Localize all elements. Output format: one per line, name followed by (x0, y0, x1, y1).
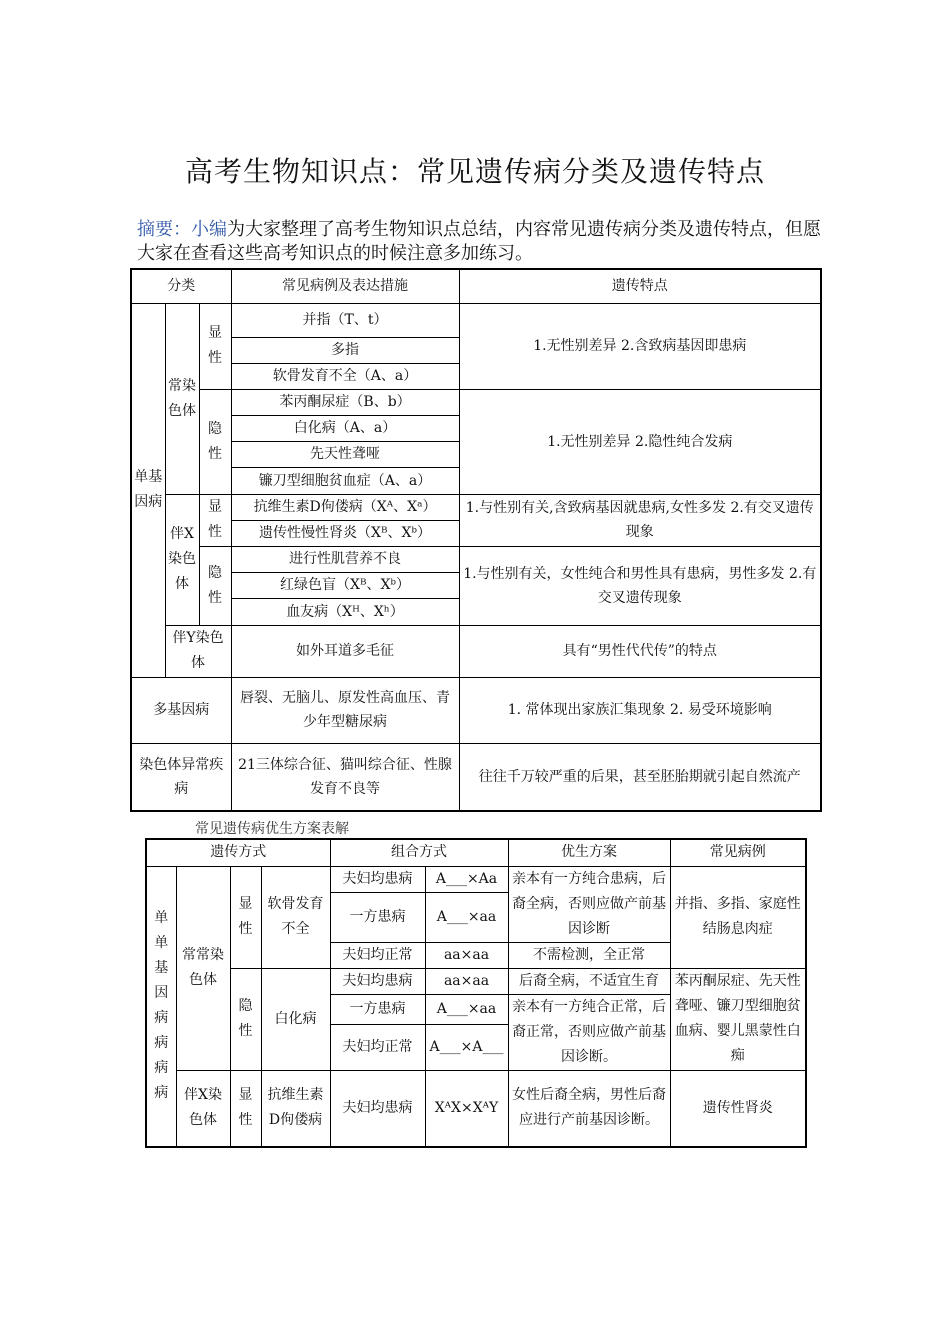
header-examples: 常见病例及表达措施 (231, 269, 459, 303)
trait-cell: 具有“男性代代传”的特点 (459, 625, 821, 677)
x-linked-label: 伴X染色体 (165, 494, 199, 625)
single-gene-label: 单单基因病病病病 (146, 866, 176, 1147)
page-title: 高考生物知识点：常见遗传病分类及遗传特点 (184, 155, 765, 188)
abstract-label: 摘要： (137, 219, 191, 240)
genotype-cell: XᴬX×XᴬY (425, 1070, 508, 1147)
table-cell: 并指（T、t） (231, 303, 459, 337)
y-linked-label: 伴Y染色体 (165, 625, 231, 677)
recessive-label: 隐性 (199, 389, 231, 494)
disease-cell: 软骨发育不全 (261, 866, 330, 968)
plan-cell: 不需检测，全正常 (508, 942, 670, 968)
combination-cell: 夫妇均正常 (330, 1024, 425, 1070)
plan-cell: 亲本有一方纯合患病，后裔全病，否则应做产前基因诊断 (508, 866, 670, 942)
table-cell: 白化病（A、a） (231, 415, 459, 441)
examples-cell: 并指、多指、家庭性结肠息肉症 (670, 866, 806, 968)
header-mode: 遗传方式 (146, 839, 330, 866)
disease-cell: 抗维生素D佝偻病 (261, 1070, 330, 1147)
table-cell: 抗维生素D佝偻病（Xᴬ、Xᵃ） (231, 494, 459, 520)
combination-cell: 夫妇均患病 (330, 866, 425, 892)
genotype-cell: A___×A___ (425, 1024, 508, 1070)
genotype-cell: A___×aa (425, 994, 508, 1024)
plan-cell: 后裔全病，不适宜生育 (508, 968, 670, 994)
table-cell: 苯丙酮尿症（B、b） (231, 389, 459, 415)
header-combination: 组合方式 (330, 839, 508, 866)
genotype-cell: A___×aa (425, 892, 508, 942)
abstract-highlight: 小编 (191, 219, 227, 240)
table-caption: 常见遗传病优生方案表解 (195, 821, 349, 837)
table-cell: 唇裂、无脑儿、原发性高血压、青少年型糖尿病 (231, 677, 459, 743)
trait-cell: 1.无性别差异 2.隐性纯合发病 (459, 389, 821, 494)
table-cell: 血友病（Xᴴ、Xʰ） (231, 598, 459, 625)
dominant-label: 显性 (230, 1070, 261, 1147)
combination-cell: 一方患病 (330, 994, 425, 1024)
table-cell: 软骨发育不全（A、a） (231, 363, 459, 389)
dominant-label: 显性 (230, 866, 261, 968)
table-cell: 红绿色盲（Xᴮ、Xᵇ） (231, 572, 459, 598)
disease-cell: 白化病 (261, 968, 330, 1070)
table-header-row (131, 269, 821, 303)
table-cell: 先天性聋哑 (231, 441, 459, 467)
polygenic-label: 多基因病 (131, 677, 231, 743)
table-cell: 镰刀型细胞贫血症（A、a） (231, 467, 459, 494)
examples-cell: 遗传性肾炎 (670, 1070, 806, 1147)
plan-cell: 亲本有一方纯合正常，后裔正常，否则应做产前基因诊断。 (508, 994, 670, 1070)
combination-cell: 夫妇均正常 (330, 942, 425, 968)
combination-cell: 一方患病 (330, 892, 425, 942)
table-cell: 遗传性慢性肾炎（Xᴮ、Xᵇ） (231, 520, 459, 546)
autosomal-label: 常常染色体 (176, 866, 230, 1070)
trait-cell: 往往千万较严重的后果，甚至胚胎期就引起自然流产 (459, 743, 821, 811)
plan-cell: 女性后裔全病，男性后裔应进行产前基因诊断。 (508, 1070, 670, 1147)
trait-cell: 1.与性别有关,含致病基因就患病,女性多发 2.有交叉遗传现象 (459, 494, 821, 546)
table-cell: 如外耳道多毛征 (231, 625, 459, 677)
eugenics-plan-table (145, 838, 807, 1148)
header-examples: 常见病例 (670, 839, 806, 866)
table-header-row (146, 839, 806, 866)
table-cell: 多指 (231, 337, 459, 363)
header-traits: 遗传特点 (459, 269, 821, 303)
dominant-label: 显性 (199, 303, 231, 389)
x-linked-label: 伴X染色体 (176, 1070, 230, 1147)
header-plan: 优生方案 (508, 839, 670, 866)
table-cell: 进行性肌营养不良 (231, 546, 459, 572)
autosomal-label: 常染色体 (165, 303, 199, 494)
single-gene-label: 单基因病 (131, 303, 165, 677)
table-cell: 21三体综合征、猫叫综合征、性腺发育不良等 (231, 743, 459, 811)
dominant-label: 显性 (199, 494, 231, 546)
trait-cell: 1.与性别有关，女性纯合和男性具有患病，男性多发 2.有交叉遗传现象 (459, 546, 821, 625)
recessive-label: 隐性 (230, 968, 261, 1070)
abstract (137, 218, 827, 266)
examples-cell: 苯丙酮尿症、先天性聋哑、镰刀型细胞贫血病、婴儿黑蒙性白痴 (670, 968, 806, 1070)
genotype-cell: aa×aa (425, 968, 508, 994)
combination-cell: 夫妇均患病 (330, 1070, 425, 1147)
chromosomal-label: 染色体异常疾病 (131, 743, 231, 811)
genotype-cell: A___×Aa (425, 866, 508, 892)
trait-cell: 1. 常体现出家族汇集现象 2. 易受环境影响 (459, 677, 821, 743)
combination-cell: 夫妇均患病 (330, 968, 425, 994)
trait-cell: 1.无性别差异 2.含致病基因即患病 (459, 303, 821, 389)
genotype-cell: aa×aa (425, 942, 508, 968)
recessive-label: 隐性 (199, 546, 231, 625)
disease-classification-table (130, 268, 822, 812)
header-category: 分类 (131, 269, 231, 303)
abstract-text: 为大家整理了高考生物知识点总结，内容常见遗传病分类及遗传特点，但愿大家在查看这些高考知识点的时候注意多加练习。 (137, 219, 821, 264)
